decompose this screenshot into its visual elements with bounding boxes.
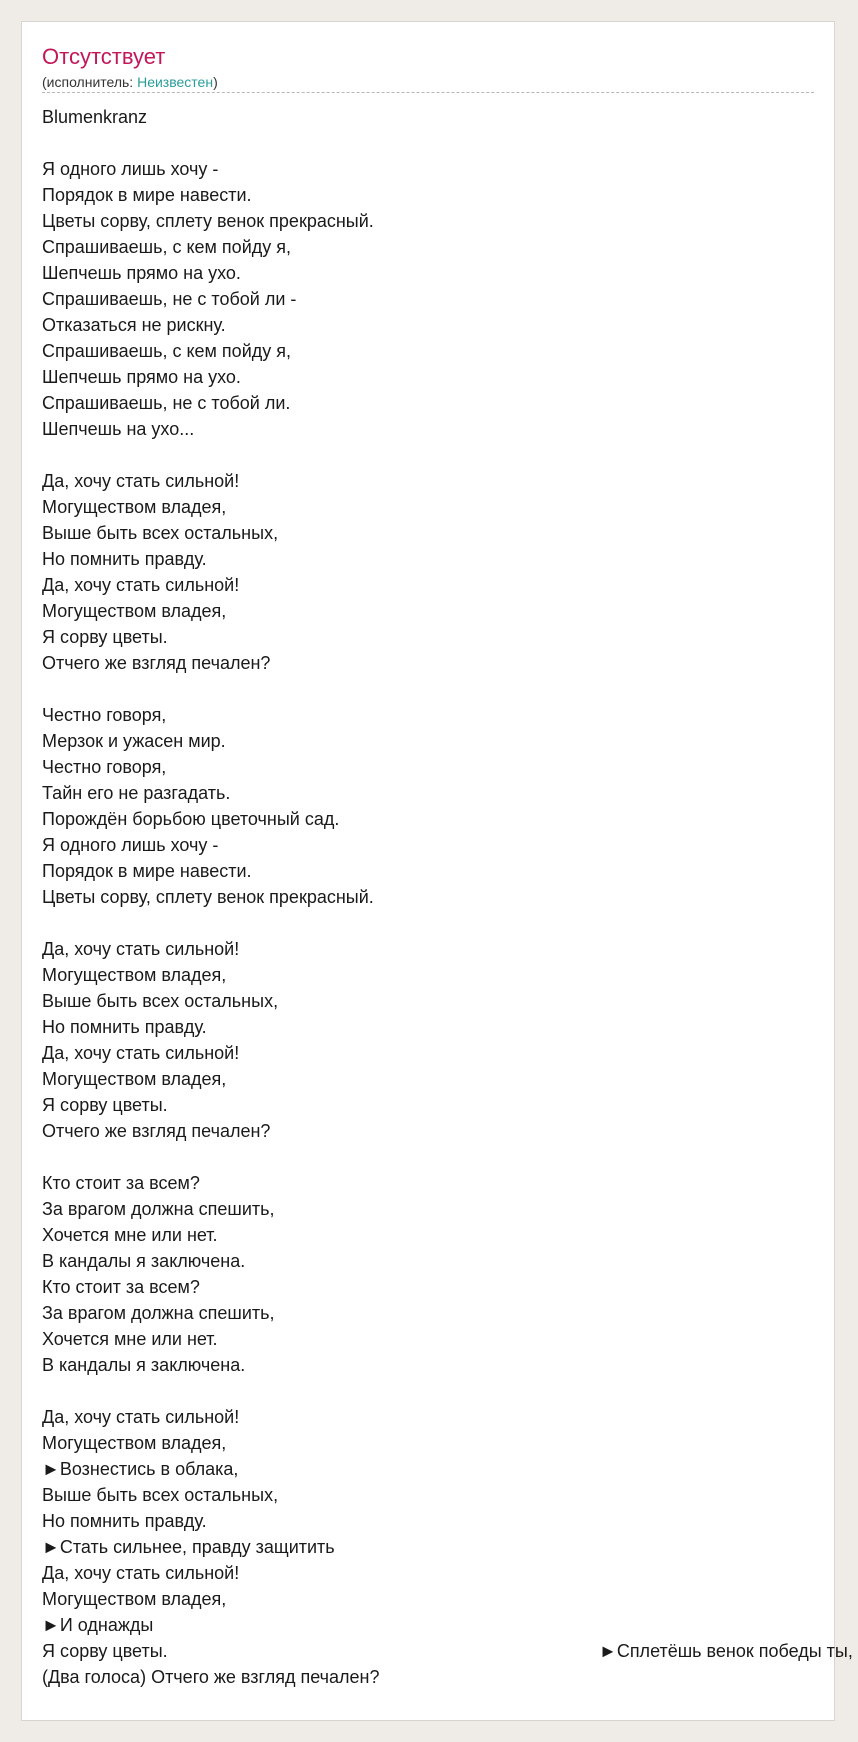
- lyric-line-text: Честно говоря,: [42, 705, 167, 725]
- lyric-line: [42, 1066, 822, 1092]
- lyric-line-text: Кто стоит за всем?: [42, 1173, 200, 1193]
- lyric-line-text: Я сорву цветы.: [42, 627, 168, 647]
- lyric-line: [42, 1456, 822, 1482]
- lyric-line-text: Отказаться не рискну.: [42, 315, 226, 335]
- lyric-line: [42, 1196, 822, 1222]
- lyric-line-text: Я одного лишь хочу -: [42, 835, 219, 855]
- lyric-line: [42, 650, 822, 676]
- lyric-line: [42, 1430, 822, 1456]
- lyric-line-text: Мерзок и ужасен мир.: [42, 731, 226, 751]
- lyric-line: [42, 1040, 822, 1066]
- lyric-line-text: Могуществом владея,: [42, 497, 227, 517]
- lyrics-card: [21, 21, 853, 1721]
- lyric-line-text: ►И однажды: [42, 1615, 154, 1635]
- lyric-line-text: Да, хочу стать сильной!: [42, 575, 240, 595]
- lyric-line: [42, 728, 822, 754]
- lyric-line-text: За врагом должна спешить,: [42, 1199, 275, 1219]
- lyric-line-text: Да, хочу стать сильной!: [42, 1407, 240, 1427]
- lyric-line-text: Спрашиваешь, с кем пойду я,: [42, 341, 291, 361]
- lyric-line-text: Спрашиваешь, не с тобой ли.: [42, 393, 291, 413]
- lyric-line: [42, 1274, 822, 1300]
- lyric-line: [42, 156, 822, 182]
- lyric-line: [42, 390, 822, 416]
- lyric-line-text: Но помнить правду.: [42, 1017, 207, 1037]
- lyric-line-text: Кто стоит за всем?: [42, 1277, 200, 1297]
- lyric-line: [42, 1300, 822, 1326]
- lyric-line-text: Могуществом владея,: [42, 1589, 227, 1609]
- lyric-line: [42, 260, 822, 286]
- lyric-line-text: Могуществом владея,: [42, 965, 227, 985]
- lyric-line: [42, 234, 822, 260]
- lyric-line: [42, 1404, 822, 1430]
- lyric-line: [42, 1612, 822, 1638]
- lyric-line: [42, 468, 822, 494]
- lyric-line: [42, 520, 822, 546]
- lyric-line-text: В кандалы я заключена.: [42, 1251, 246, 1271]
- lyric-line-text: Порядок в мире навести.: [42, 185, 252, 205]
- lyric-line: [42, 988, 822, 1014]
- lyric-line: [42, 1248, 822, 1274]
- lyric-line: [42, 1508, 822, 1534]
- lyric-line-text: Честно говоря,: [42, 757, 167, 777]
- song-title: Отсутствует: [42, 44, 166, 69]
- lyric-line-text: Могуществом владея,: [42, 1433, 227, 1453]
- lyric-line-text: Да, хочу стать сильной!: [42, 1043, 240, 1063]
- lyric-line-text: Могуществом владея,: [42, 1069, 227, 1089]
- lyric-line: [42, 1092, 822, 1118]
- lyric-line-text: Да, хочу стать сильной!: [42, 471, 240, 491]
- lyrics-text: [42, 104, 853, 1690]
- lyric-line: [42, 754, 822, 780]
- artist-suffix: ): [213, 74, 218, 90]
- artist-line: [42, 73, 218, 91]
- lyric-line: [42, 598, 822, 624]
- lyric-line-text: ►Вознестись в облака,: [42, 1459, 239, 1479]
- lyric-line: [42, 1352, 822, 1378]
- lyric-line: [42, 338, 822, 364]
- stanza-break: [42, 130, 822, 156]
- lyric-line-text: Выше быть всех остальных,: [42, 991, 279, 1011]
- lyric-line: [42, 806, 822, 832]
- lyric-line: [42, 1586, 822, 1612]
- lyric-line-text: Цветы сорву, сплету венок прекрасный.: [42, 211, 374, 231]
- lyric-line: [42, 858, 822, 884]
- lyric-line-text: Порядок в мире навести.: [42, 861, 252, 881]
- lyric-line-text: Цветы сорву, сплету венок прекрасный.: [42, 887, 374, 907]
- lyric-line: [42, 546, 822, 572]
- lyric-line: [42, 286, 822, 312]
- lyric-line-text: Я одного лишь хочу -: [42, 159, 219, 179]
- stanza-break: [42, 910, 822, 936]
- lyric-line-text: Хочется мне или нет.: [42, 1329, 218, 1349]
- lyric-line: [42, 884, 822, 910]
- lyric-line-text: Спрашиваешь, не с тобой ли -: [42, 289, 297, 309]
- lyric-line-text: В кандалы я заключена.: [42, 1355, 246, 1375]
- title-divider: [42, 92, 814, 93]
- lyric-line: [42, 1326, 822, 1352]
- lyric-line: [42, 312, 822, 338]
- lyric-line: [42, 572, 822, 598]
- lyric-line: [42, 182, 822, 208]
- lyric-line: [42, 832, 822, 858]
- lyric-line-text: Blumenkranz: [42, 107, 148, 127]
- lyric-line: [42, 1534, 822, 1560]
- lyric-line-text: Тайн его не разгадать.: [42, 783, 231, 803]
- lyric-line: [42, 1118, 822, 1144]
- stanza-break: [42, 442, 822, 468]
- lyric-line-text: Порождён борьбою цветочный сад.: [42, 809, 340, 829]
- lyric-line: [42, 208, 822, 234]
- lyric-line: [42, 1014, 822, 1040]
- lyric-line: [42, 936, 822, 962]
- lyric-line: [42, 494, 822, 520]
- lyric-line-text: За врагом должна спешить,: [42, 1303, 275, 1323]
- lyric-line: [42, 364, 822, 390]
- lyric-line: [42, 780, 822, 806]
- stanza-break: [42, 676, 822, 702]
- lyric-line-text: Спрашиваешь, с кем пойду я,: [42, 237, 291, 257]
- lyric-line: [42, 1560, 822, 1586]
- lyric-line-text: (Два голоса) Отчего же взгляд печален?: [42, 1667, 380, 1687]
- artist-link[interactable]: Неизвестен: [137, 74, 214, 90]
- lyric-line-text: Отчего же взгляд печален?: [42, 653, 271, 673]
- lyric-aside-text: ►Сплетёшь венок победы ты,: [599, 1641, 853, 1661]
- artist-prefix: (исполнитель:: [42, 74, 138, 90]
- lyric-line: [42, 416, 822, 442]
- lyric-line: [42, 702, 822, 728]
- lyric-line-text: Но помнить правду.: [42, 1511, 207, 1531]
- lyric-line-text: Да, хочу стать сильной!: [42, 1563, 240, 1583]
- lyric-line-text: Но помнить правду.: [42, 549, 207, 569]
- lyric-line-text: Я сорву цветы.: [42, 1641, 168, 1661]
- lyric-line-text: Да, хочу стать сильной!: [42, 939, 240, 959]
- lyric-line-text: Хочется мне или нет.: [42, 1225, 218, 1245]
- lyric-line: [42, 624, 822, 650]
- lyric-line: [42, 1222, 822, 1248]
- lyric-line-text: Шепчешь на ухо...: [42, 419, 195, 439]
- lyric-line: [42, 1170, 822, 1196]
- lyric-line-text: Выше быть всех остальных,: [42, 523, 279, 543]
- lyric-line-text: Выше быть всех остальных,: [42, 1485, 279, 1505]
- lyric-line-text: Я сорву цветы.: [42, 1095, 168, 1115]
- stanza-break: [42, 1144, 822, 1170]
- lyric-line: [42, 104, 822, 130]
- lyric-line-text: Шепчешь прямо на ухо.: [42, 263, 241, 283]
- lyric-line-text: ►Стать сильнее, правду защитить: [42, 1537, 335, 1557]
- lyric-line: [42, 1664, 822, 1690]
- lyric-line: [42, 1638, 853, 1664]
- lyric-line-text: Шепчешь прямо на ухо.: [42, 367, 241, 387]
- lyric-line-text: Отчего же взгляд печален?: [42, 1121, 271, 1141]
- lyric-line: [42, 1482, 822, 1508]
- lyric-line-text: Могуществом владея,: [42, 601, 227, 621]
- lyric-line: [42, 962, 822, 988]
- stanza-break: [42, 1378, 822, 1404]
